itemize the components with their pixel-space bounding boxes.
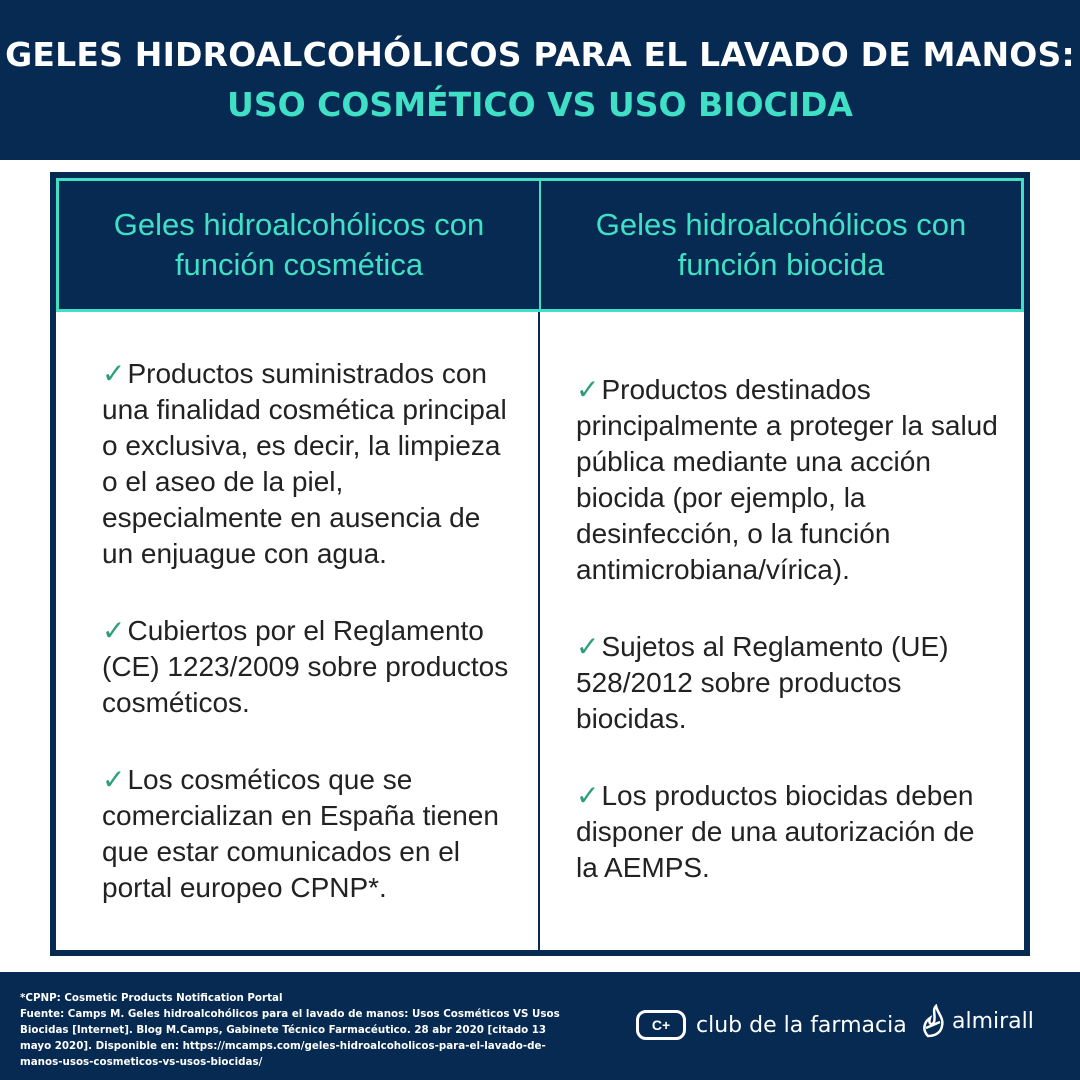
checkmark-icon: ✓ [576, 779, 600, 811]
almirall-logo-text: almirall [952, 1008, 1034, 1034]
comparison-table [50, 172, 1030, 956]
column-biocide [540, 312, 1024, 950]
list-item: ✓Los cosméticos que se comercializan en España tienen que estar comunicados en el portal europeo CPNP*. [102, 763, 499, 903]
list-item: ✓Los productos biocidas deben disponer de una autorización de la AEMPS. [576, 779, 975, 883]
almirall-logo [920, 1004, 1034, 1038]
checkmark-icon: ✓ [102, 614, 126, 646]
club-logo-text: club de la farmacia [696, 1012, 907, 1038]
page-subtitle: USO COSMÉTICO VS USO BIOCIDA [227, 85, 853, 124]
page-title: GELES HIDROALCOHÓLICOS PARA EL LAVADO DE MANOS: [5, 35, 1075, 74]
column-header-cosmetic: Geles hidroalcohólicos con función cosmética [56, 178, 540, 312]
list-item: ✓Productos destinados principalmente a proteger la salud pública mediante una acción biocida (por ejemplo, la desinfección, o la función antimicrobiana/vírica). [576, 374, 998, 586]
checkmark-icon: ✓ [102, 358, 126, 390]
club-badge-icon: C+ [636, 1010, 686, 1040]
list-item: ✓Sujetos al Reglamento (UE) 528/2012 sobre productos biocidas. [576, 630, 949, 734]
header-banner [0, 0, 1080, 160]
footer [0, 972, 1080, 1080]
column-header-biocide: Geles hidroalcohólicos con función biocida [540, 178, 1024, 312]
cpnp-note: *CPNP: Cosmetic Products Notification Portal [20, 992, 283, 1004]
checkmark-icon: ✓ [576, 374, 600, 406]
checkmark-icon: ✓ [576, 630, 600, 662]
club-de-la-farmacia-logo [636, 1010, 907, 1040]
column-cosmetic [56, 312, 540, 950]
checkmark-icon: ✓ [102, 763, 126, 795]
source-citation: Fuente: Camps M. Geles hidroalcohólicos para el lavado de manos: Usos Cosméticos VS Usos Biocidas [Internet]. Blog M.Camps, Gabinete Técnico Farmacéutico. 28 abr 2020 [citado 13 mayo 2020]. Disponible en: https://mcamps.com/geles-hidroalcoholicos-para-el-lavado-de-manos-usos-cosmeticos-vs-usos-biocidas/ [20, 1008, 560, 1068]
almirall-flame-icon [920, 1004, 946, 1038]
list-item: ✓Productos suministrados con una finalidad cosmética principal o exclusiva, es decir, la limpieza o el aseo de la piel, especialmente en ausencia de un enjuague con agua. [102, 358, 507, 570]
references [20, 990, 580, 1070]
list-item: ✓Cubiertos por el Reglamento (CE) 1223/2009 sobre productos cosméticos. [102, 614, 509, 718]
